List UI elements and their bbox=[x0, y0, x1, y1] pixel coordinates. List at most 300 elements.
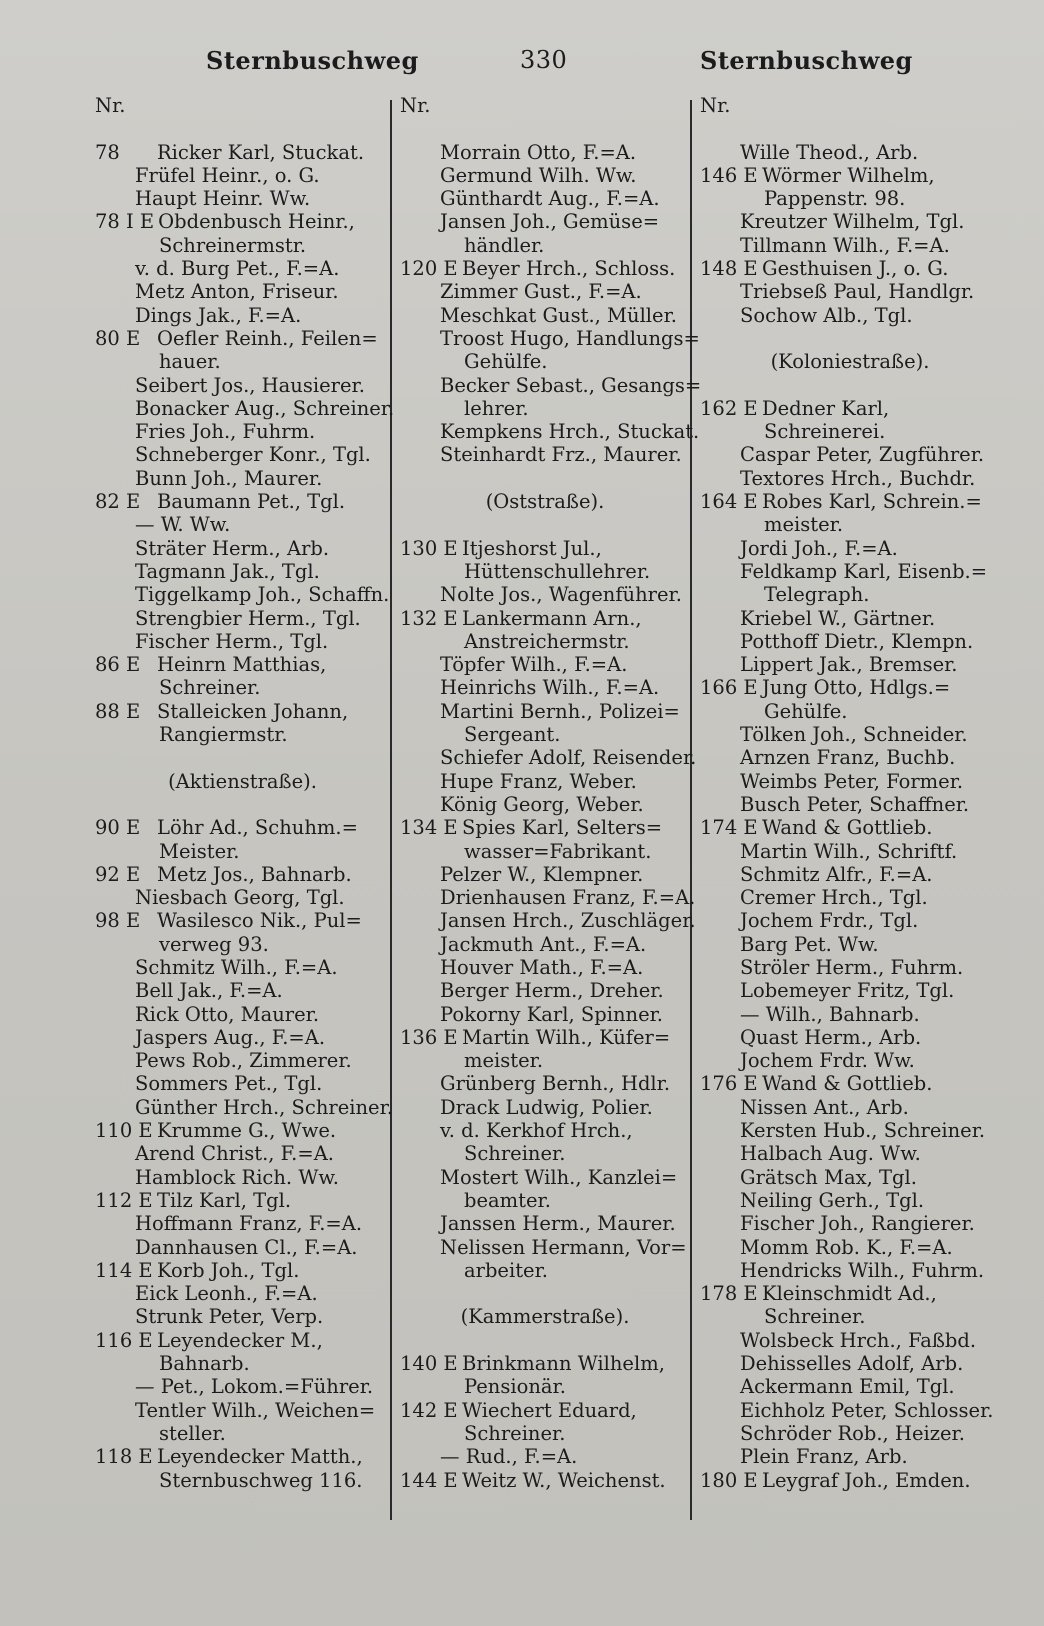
directory-entry bbox=[700, 700, 1000, 723]
resident-text: Heinrichs Wilh., F.=A. bbox=[440, 676, 660, 700]
directory-entry bbox=[400, 746, 697, 770]
directory-entry bbox=[700, 537, 1000, 560]
resident-text: Martin Wilh., Küfer= bbox=[462, 1025, 671, 1049]
directory-entry bbox=[400, 1236, 690, 1259]
directory-entry bbox=[700, 1259, 1000, 1282]
resident-text: Hamblock Rich. Ww. bbox=[135, 1165, 339, 1189]
resident-text: Seibert Jos., Hausierer. bbox=[135, 373, 365, 397]
directory-entry bbox=[95, 187, 390, 210]
resident-text: Fries Joh., Fuhrm. bbox=[135, 420, 316, 444]
resident-text: Sträter Herm., Arb. bbox=[135, 536, 330, 560]
resident-text: Spies Karl, Selters= bbox=[462, 816, 663, 840]
directory-entry bbox=[700, 187, 1000, 210]
resident-text: Troost Hugo, Handlungs= bbox=[440, 326, 700, 350]
directory-entry bbox=[95, 1399, 390, 1422]
house-number: 90 E bbox=[95, 816, 141, 840]
house-number: 146 E bbox=[700, 163, 758, 187]
directory-entry bbox=[700, 653, 1000, 676]
directory-entry bbox=[700, 676, 1000, 699]
entry-continuation: wasser=Fabrikant. bbox=[464, 839, 652, 863]
directory-entry bbox=[700, 1119, 1000, 1142]
directory-entry bbox=[400, 723, 690, 746]
running-header-right: Sternbuschweg bbox=[700, 46, 913, 75]
directory-entry bbox=[400, 700, 690, 723]
directory-entry bbox=[700, 630, 1000, 653]
directory-entry bbox=[95, 1305, 390, 1328]
resident-text: Jochem Frdr., Tgl. bbox=[740, 909, 919, 933]
directory-entry bbox=[95, 280, 390, 303]
house-number: 178 E bbox=[700, 1282, 758, 1306]
directory-entry bbox=[95, 210, 390, 233]
directory-entry bbox=[95, 607, 390, 630]
resident-text: Schneberger Konr., Tgl. bbox=[135, 443, 371, 467]
entry-continuation: meister. bbox=[464, 1049, 544, 1073]
cross-street-heading: (Kammerstraße). bbox=[460, 1305, 630, 1329]
house-number: 78 I E bbox=[95, 210, 155, 234]
resident-text: Strengbier Herm., Tgl. bbox=[135, 606, 361, 630]
directory-entry bbox=[95, 257, 390, 280]
directory-entry bbox=[400, 630, 690, 653]
directory-entry bbox=[400, 326, 700, 350]
resident-text: Arend Christ., F.=A. bbox=[135, 1142, 334, 1166]
directory-entry bbox=[700, 607, 1000, 630]
resident-text: — Pet., Lokom.=Führer. bbox=[135, 1375, 374, 1399]
directory-entry bbox=[95, 886, 390, 909]
directory-entry bbox=[400, 1352, 690, 1375]
cross-street-heading: (Koloniestraße). bbox=[770, 350, 930, 374]
resident-text: Arnzen Franz, Buchb. bbox=[740, 746, 956, 770]
resident-text: Busch Peter, Schaffner. bbox=[740, 792, 970, 816]
resident-text: Triebseß Paul, Handlgr. bbox=[740, 280, 975, 304]
house-number: 136 E bbox=[400, 1025, 458, 1049]
directory-entry bbox=[400, 793, 690, 816]
resident-text: Plein Franz, Arb. bbox=[740, 1445, 908, 1469]
column-2 bbox=[400, 94, 702, 1492]
house-number: 116 E bbox=[95, 1328, 153, 1352]
resident-text: Obdenbusch Heinr., bbox=[158, 210, 355, 234]
resident-text: Töpfer Wilh., F.=A. bbox=[440, 653, 628, 677]
resident-text: Janssen Herm., Maurer. bbox=[440, 1212, 676, 1236]
resident-text: Pews Rob., Zimmerer. bbox=[135, 1049, 352, 1073]
directory-entry bbox=[95, 1072, 390, 1095]
resident-text: Jansen Joh., Gemüse= bbox=[440, 210, 660, 234]
directory-entry bbox=[95, 1282, 390, 1305]
house-number: 176 E bbox=[700, 1072, 758, 1096]
resident-text: Halbach Aug. Ww. bbox=[740, 1142, 921, 1166]
resident-text: Nissen Ant., Arb. bbox=[740, 1095, 909, 1119]
resident-text: Wasilesco Nik., Pul= bbox=[157, 909, 362, 933]
directory-entry bbox=[95, 653, 390, 676]
resident-text: Hendricks Wilh., Fuhrm. bbox=[740, 1258, 985, 1282]
resident-text: Stalleicken Johann, bbox=[157, 699, 349, 723]
directory-entry bbox=[400, 1072, 690, 1095]
column-header-nr: Nr. bbox=[700, 94, 731, 117]
resident-text: Löhr Ad., Schuhm.= bbox=[157, 816, 358, 840]
resident-text: Berger Herm., Dreher. bbox=[440, 979, 664, 1003]
directory-entry bbox=[400, 886, 696, 910]
spacer bbox=[700, 117, 1000, 140]
spacer bbox=[400, 467, 690, 490]
entry-continuation: Sergeant. bbox=[464, 723, 561, 747]
directory-entry bbox=[700, 793, 1000, 816]
directory-entry bbox=[700, 1399, 1000, 1422]
resident-text: Jackmuth Ant., F.=A. bbox=[440, 932, 647, 956]
directory-entry bbox=[400, 397, 690, 420]
directory-entry bbox=[400, 816, 690, 839]
directory-entry bbox=[400, 1189, 690, 1212]
resident-text: Bell Jak., F.=A. bbox=[135, 979, 283, 1003]
directory-entry bbox=[95, 1095, 393, 1119]
house-number: 112 E bbox=[95, 1188, 153, 1212]
resident-text: Potthoff Dietr., Klempn. bbox=[740, 629, 974, 653]
column-header-nr: Nr. bbox=[400, 94, 431, 117]
directory-entry bbox=[400, 607, 690, 630]
directory-entry bbox=[95, 1236, 390, 1259]
entry-continuation: Pappenstr. 98. bbox=[764, 187, 906, 211]
directory-entry bbox=[400, 653, 690, 676]
directory-entry bbox=[700, 257, 1000, 280]
resident-text: Schmitz Alfr., F.=A. bbox=[740, 862, 933, 886]
house-number: 118 E bbox=[95, 1445, 153, 1469]
resident-text: Sochow Alb., Tgl. bbox=[740, 303, 913, 327]
directory-entry bbox=[700, 816, 1000, 839]
resident-text: Günthardt Aug., F.=A. bbox=[440, 187, 660, 211]
directory-entry bbox=[95, 1166, 390, 1189]
directory-entry bbox=[700, 490, 1000, 513]
directory-entry bbox=[95, 816, 390, 839]
directory-entry bbox=[95, 350, 390, 373]
resident-text: Krumme G., Wwe. bbox=[157, 1119, 337, 1143]
resident-text: — W. Ww. bbox=[135, 513, 231, 537]
resident-text: v. d. Kerkhof Hrch., bbox=[440, 1119, 633, 1143]
directory-entry bbox=[700, 1189, 1000, 1212]
directory-entry bbox=[700, 1166, 1000, 1189]
directory-entry bbox=[400, 350, 690, 373]
directory-entry bbox=[700, 1352, 1000, 1375]
directory-entry bbox=[400, 210, 690, 233]
resident-text: Momm Rob. K., F.=A. bbox=[740, 1235, 953, 1259]
directory-entry bbox=[95, 420, 390, 443]
house-number: 88 E bbox=[95, 699, 141, 723]
resident-text: Cremer Hrch., Tgl. bbox=[740, 886, 928, 910]
spacer bbox=[95, 746, 390, 769]
resident-text: Eichholz Peter, Schlosser. bbox=[740, 1398, 994, 1422]
resident-text: Kersten Hub., Schreiner. bbox=[740, 1119, 986, 1143]
directory-entry bbox=[700, 420, 1000, 443]
directory-entry bbox=[95, 979, 390, 1002]
resident-text: Brinkmann Wilhelm, bbox=[462, 1352, 665, 1376]
resident-text: Tiggelkamp Joh., Schaffn. bbox=[135, 583, 390, 607]
resident-text: Jaspers Aug., F.=A. bbox=[135, 1025, 326, 1049]
resident-text: Lippert Jak., Bremser. bbox=[740, 653, 958, 677]
directory-entry bbox=[400, 1119, 690, 1142]
directory-entry bbox=[95, 1469, 390, 1492]
resident-text: v. d. Burg Pet., F.=A. bbox=[135, 257, 340, 281]
resident-text: Grätsch Max, Tgl. bbox=[740, 1165, 917, 1189]
resident-text: Gesthuisen J., o. G. bbox=[762, 257, 949, 281]
directory-entry bbox=[95, 443, 390, 466]
resident-text: Tagmann Jak., Tgl. bbox=[135, 559, 320, 583]
directory-entry bbox=[700, 886, 1000, 909]
house-number: 142 E bbox=[400, 1398, 458, 1422]
resident-text: Beyer Hrch., Schloss. bbox=[462, 257, 676, 281]
directory-entry bbox=[700, 304, 1000, 327]
resident-text: Wörmer Wilhelm, bbox=[762, 163, 935, 187]
directory-entry bbox=[700, 397, 1000, 420]
directory-entry bbox=[95, 1259, 390, 1282]
directory-entry bbox=[700, 1236, 1000, 1259]
resident-text: Germund Wilh. Ww. bbox=[440, 163, 637, 187]
directory-entry bbox=[95, 490, 390, 513]
directory-entry bbox=[400, 1142, 690, 1165]
directory-entry bbox=[400, 863, 690, 886]
resident-text: Schiefer Adolf, Reisender. bbox=[440, 746, 697, 770]
directory-entry bbox=[700, 234, 1000, 257]
entry-continuation: Schreinerei. bbox=[764, 420, 886, 444]
house-number: 130 E bbox=[400, 536, 458, 560]
directory-entry bbox=[400, 1399, 690, 1422]
resident-text: Nolte Jos., Wagenführer. bbox=[440, 583, 682, 607]
house-number: 134 E bbox=[400, 816, 458, 840]
directory-entry bbox=[700, 280, 1000, 303]
resident-text: Jochem Frdr. Ww. bbox=[740, 1049, 915, 1073]
directory-entry bbox=[95, 513, 390, 536]
house-number: 114 E bbox=[95, 1258, 153, 1282]
resident-text: Meschkat Gust., Müller. bbox=[440, 303, 677, 327]
directory-entry bbox=[400, 443, 690, 466]
resident-text: Baumann Pet., Tgl. bbox=[157, 490, 346, 514]
entry-continuation: arbeiter. bbox=[464, 1258, 548, 1282]
resident-text: Wille Theod., Arb. bbox=[740, 140, 919, 164]
resident-text: Neiling Gerh., Tgl. bbox=[740, 1188, 925, 1212]
entry-continuation: Sternbuschweg 116. bbox=[159, 1468, 363, 1492]
directory-entry bbox=[400, 676, 690, 699]
directory-entry bbox=[95, 1142, 390, 1165]
directory-entry bbox=[700, 770, 1000, 793]
spacer bbox=[400, 117, 690, 140]
resident-text: Pokorny Karl, Spinner. bbox=[440, 1002, 663, 1026]
resident-text: Wand & Gottlieb. bbox=[762, 1072, 933, 1096]
entry-continuation: Pensionär. bbox=[464, 1375, 566, 1399]
entry-continuation: Schreiner. bbox=[464, 1142, 566, 1166]
directory-entry bbox=[400, 560, 690, 583]
house-number: 78 bbox=[95, 140, 120, 164]
column-header-nr: Nr. bbox=[95, 94, 126, 117]
directory-entry bbox=[95, 374, 390, 397]
directory-entry bbox=[700, 1096, 1000, 1119]
resident-text: Tentler Wilh., Weichen= bbox=[135, 1398, 376, 1422]
resident-text: König Georg, Weber. bbox=[440, 792, 644, 816]
entry-continuation: Bahnarb. bbox=[159, 1352, 250, 1376]
directory-entry bbox=[700, 1305, 1000, 1328]
resident-text: Weimbs Peter, Former. bbox=[740, 769, 964, 793]
resident-text: Jordi Joh., F.=A. bbox=[740, 536, 898, 560]
resident-text: Kriebel W., Gärtner. bbox=[740, 606, 936, 630]
directory-entry bbox=[400, 420, 700, 444]
directory-entry bbox=[95, 1119, 390, 1142]
directory-entry bbox=[95, 583, 390, 606]
page-number: 330 bbox=[520, 46, 568, 74]
directory-entry bbox=[700, 467, 1000, 490]
resident-text: Zimmer Gust., F.=A. bbox=[440, 280, 642, 304]
resident-text: Barg Pet. Ww. bbox=[740, 932, 879, 956]
directory-entry bbox=[95, 304, 390, 327]
directory-entry bbox=[400, 933, 690, 956]
directory-entry bbox=[400, 234, 690, 257]
column-3 bbox=[700, 94, 1000, 1492]
directory-entry bbox=[400, 1445, 690, 1468]
spacer bbox=[95, 793, 390, 816]
directory-entry bbox=[700, 560, 1000, 583]
resident-text: Tillmann Wilh., F.=A. bbox=[740, 233, 950, 257]
directory-entry bbox=[400, 979, 690, 1002]
resident-text: Sommers Pet., Tgl. bbox=[135, 1072, 323, 1096]
directory-entry bbox=[700, 1445, 1000, 1468]
directory-entry bbox=[700, 1422, 1000, 1445]
directory-entry bbox=[95, 1329, 390, 1352]
directory-entry bbox=[400, 1469, 690, 1492]
directory-entry bbox=[95, 560, 390, 583]
spacer bbox=[700, 374, 1000, 397]
directory-entry bbox=[95, 537, 390, 560]
directory-entry bbox=[95, 630, 390, 653]
resident-text: Heinrn Matthias, bbox=[157, 653, 327, 677]
directory-entry bbox=[400, 909, 696, 933]
entry-continuation: Gehülfe. bbox=[764, 699, 848, 723]
directory-entry bbox=[700, 979, 1000, 1002]
resident-text: Metz Jos., Bahnarb. bbox=[157, 862, 352, 886]
directory-entry bbox=[400, 187, 690, 210]
directory-entry bbox=[400, 304, 690, 327]
directory-entry bbox=[95, 840, 390, 863]
resident-text: Textores Hrch., Buchdr. bbox=[740, 466, 976, 490]
directory-entry bbox=[400, 164, 690, 187]
entry-continuation: steller. bbox=[159, 1421, 226, 1445]
column-divider bbox=[690, 100, 692, 1520]
resident-text: Hupe Franz, Weber. bbox=[440, 769, 637, 793]
directory-entry bbox=[95, 863, 390, 886]
directory-entry bbox=[700, 956, 1000, 979]
house-number: 164 E bbox=[700, 490, 758, 514]
directory-entry bbox=[700, 1026, 1000, 1049]
directory-entry bbox=[400, 770, 690, 793]
spacer bbox=[95, 117, 390, 140]
column-divider bbox=[390, 100, 392, 1520]
directory-entry bbox=[700, 164, 1000, 187]
directory-entry bbox=[95, 933, 390, 956]
resident-text: Bonacker Aug., Schreiner. bbox=[135, 396, 395, 420]
resident-text: Ackermann Emil, Tgl. bbox=[740, 1375, 955, 1399]
directory-entry bbox=[95, 164, 390, 187]
house-number: 132 E bbox=[400, 606, 458, 630]
directory-entry bbox=[400, 1422, 690, 1445]
directory-entry bbox=[400, 1375, 690, 1398]
resident-text: Fischer Joh., Rangierer. bbox=[740, 1212, 975, 1236]
resident-text: Oefler Reinh., Feilen= bbox=[157, 326, 378, 350]
directory-entry bbox=[700, 1375, 1000, 1398]
resident-text: Korb Joh., Tgl. bbox=[157, 1258, 300, 1282]
directory-entry bbox=[700, 1049, 1000, 1072]
entry-continuation: Schreinermstr. bbox=[159, 233, 307, 257]
directory-entry bbox=[400, 1026, 690, 1049]
resident-text: Steinhardt Frz., Maurer. bbox=[440, 443, 682, 467]
directory-entry bbox=[95, 956, 390, 979]
resident-text: Jansen Hrch., Zuschläger. bbox=[440, 909, 696, 933]
directory-entry bbox=[700, 210, 1000, 233]
directory-entry bbox=[400, 1096, 690, 1119]
directory-entry bbox=[95, 1026, 390, 1049]
house-number: 86 E bbox=[95, 653, 141, 677]
house-number: 166 E bbox=[700, 676, 758, 700]
resident-text: Metz Anton, Friseur. bbox=[135, 280, 339, 304]
entry-continuation: Anstreichermstr. bbox=[464, 629, 630, 653]
directory-entry bbox=[700, 723, 1000, 746]
resident-text: Mostert Wilh., Kanzlei= bbox=[440, 1165, 678, 1189]
directory-entry bbox=[700, 443, 1000, 466]
resident-text: Haupt Heinr. Ww. bbox=[135, 187, 311, 211]
directory-entry bbox=[95, 676, 390, 699]
resident-text: Günther Hrch., Schreiner. bbox=[135, 1095, 393, 1119]
resident-text: Martini Bernh., Polizei= bbox=[440, 699, 680, 723]
resident-text: Dedner Karl, bbox=[762, 396, 890, 420]
entry-continuation: Hüttenschullehrer. bbox=[464, 559, 651, 583]
directory-entry bbox=[700, 1003, 1000, 1026]
directory-entry bbox=[700, 1329, 1000, 1352]
resident-text: Strunk Peter, Verp. bbox=[135, 1305, 324, 1329]
resident-text: Kleinschmidt Ad., bbox=[762, 1282, 937, 1306]
house-number: 180 E bbox=[700, 1468, 758, 1492]
cross-street-heading: (Oststraße). bbox=[485, 490, 605, 514]
directory-entry bbox=[400, 956, 690, 979]
resident-text: Drienhausen Franz, F.=A. bbox=[440, 886, 696, 910]
directory-entry bbox=[700, 909, 1000, 932]
resident-text: Robes Karl, Schrein.= bbox=[762, 490, 982, 514]
entry-continuation: verweg 93. bbox=[159, 932, 269, 956]
directory-entry bbox=[400, 141, 690, 164]
entry-continuation: Gehülfe. bbox=[464, 350, 548, 374]
house-number: 140 E bbox=[400, 1352, 458, 1376]
directory-entry bbox=[700, 583, 1000, 606]
directory-entry bbox=[95, 1445, 390, 1468]
resident-text: Becker Sebast., Gesangs= bbox=[440, 373, 702, 397]
resident-text: Wolsbeck Hrch., Faßbd. bbox=[740, 1328, 977, 1352]
directory-entry bbox=[95, 723, 390, 746]
resident-text: Lobemeyer Fritz, Tgl. bbox=[740, 979, 955, 1003]
directory-entry bbox=[95, 396, 395, 420]
resident-text: Leyendecker Matth., bbox=[157, 1445, 363, 1469]
spacer bbox=[700, 327, 1000, 350]
resident-text: Ricker Karl, Stuckat. bbox=[157, 140, 365, 164]
entry-continuation: hauer. bbox=[159, 350, 221, 374]
spacer bbox=[400, 1282, 690, 1305]
house-number: 98 E bbox=[95, 909, 141, 933]
resident-text: Caspar Peter, Zugführer. bbox=[740, 443, 985, 467]
resident-text: Nelissen Hermann, Vor= bbox=[440, 1235, 687, 1259]
resident-text: Pelzer W., Klempner. bbox=[440, 862, 644, 886]
directory-entry bbox=[700, 746, 1000, 769]
directory-entry bbox=[95, 141, 390, 164]
resident-text: Leygraf Joh., Emden. bbox=[762, 1468, 971, 1492]
resident-text: Feldkamp Karl, Eisenb.= bbox=[740, 559, 988, 583]
entry-continuation: Schreiner. bbox=[159, 676, 261, 700]
directory-entry bbox=[400, 1166, 690, 1189]
house-number: 162 E bbox=[700, 396, 758, 420]
house-number: 174 E bbox=[700, 816, 758, 840]
resident-text: Martin Wilh., Schriftf. bbox=[740, 839, 958, 863]
resident-text: Grünberg Bernh., Hdlr. bbox=[440, 1072, 671, 1096]
directory-entry bbox=[700, 1282, 1000, 1305]
directory-entry bbox=[400, 280, 690, 303]
